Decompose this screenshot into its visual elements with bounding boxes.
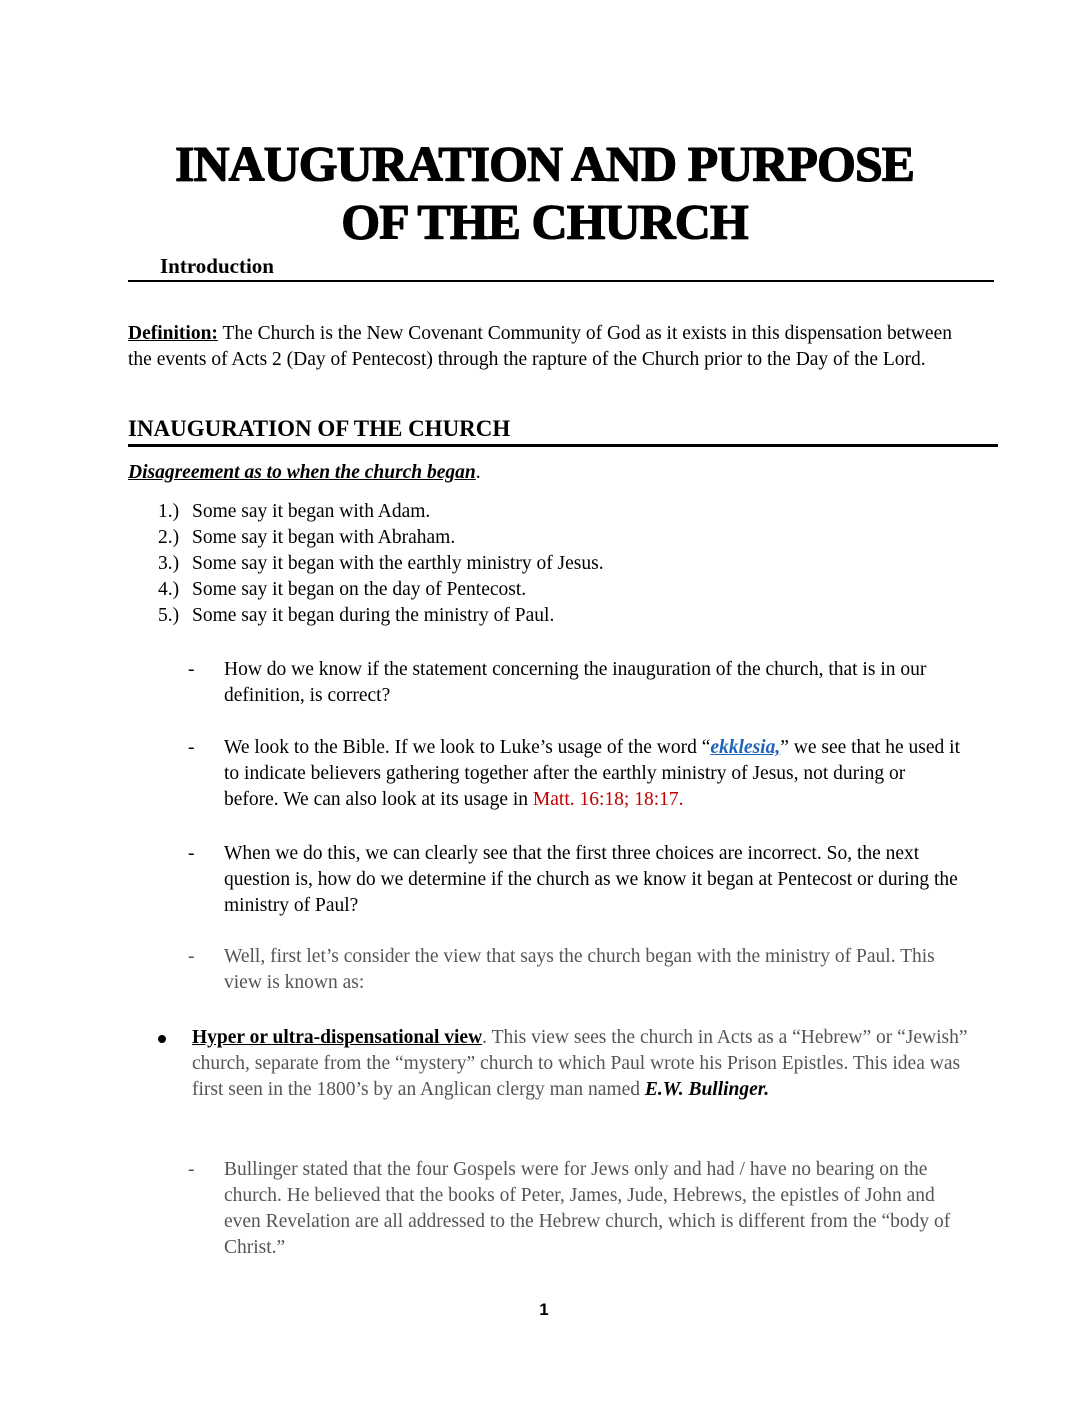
views-list xyxy=(158,499,604,629)
list-number: 3.) xyxy=(158,553,180,574)
dash-text xyxy=(224,735,964,813)
bullet-label: Hyper or ultra-dispensational view xyxy=(192,1027,483,1048)
list-text: Some say it began on the day of Pentecost. xyxy=(192,579,527,600)
bullet-body: . This view sees the church in Acts as a “Hebrew” or “Jewish” church, separate from the “mystery” church to which Paul wrote his Prison Epistles. This idea was first seen in the 1800’s by an Anglican clergy man named xyxy=(192,1027,968,1100)
scripture-reference: Matt. 16:18; 18:17. xyxy=(532,789,684,810)
title-line-2: OF THE CHURCH xyxy=(340,193,748,249)
disagreement-heading xyxy=(128,460,481,486)
dash-text: Bullinger stated that the four Gospels were for Jews only and had / have no bearing on the church. He believed that the books of Peter, James, Jude, Hebrews, the epistles of John and even Revelation are all addressed to the Hebrew church, which is different from the “body of Christ.” xyxy=(224,1159,951,1258)
disagreement-period: . xyxy=(475,462,481,483)
list-item xyxy=(158,525,604,551)
list-number: 1.) xyxy=(158,501,180,522)
definition-label: Definition: xyxy=(128,323,218,344)
list-item xyxy=(158,499,604,525)
page-number: 1 xyxy=(539,1300,549,1319)
dash-text: How do we know if the statement concerning the inauguration of the church, that is in our definition, is correct? xyxy=(224,659,927,706)
title-line-1: INAUGURATION AND PURPOSE xyxy=(174,135,914,191)
dash-marker: - xyxy=(188,1159,195,1180)
dash-marker: - xyxy=(188,737,195,758)
definition-paragraph xyxy=(128,321,968,373)
section-rule xyxy=(128,416,998,447)
list-item xyxy=(158,603,604,629)
definition-text: The Church is the New Covenant Community of God as it exists in this dispensation between the events of Acts 2 (Day of Pentecost) through the rapture of the Church prior to the Day of the Lord. xyxy=(128,323,952,370)
list-text: Some say it began with Adam. xyxy=(192,501,431,522)
list-text: Some say it began during the ministry of Paul. xyxy=(192,605,555,626)
ekklesia-term: ekklesia, xyxy=(710,737,781,758)
dash-marker: - xyxy=(188,843,195,864)
list-text: Some say it began with Abraham. xyxy=(192,527,456,548)
introduction-heading: Introduction xyxy=(160,254,274,278)
dash-text: When we do this, we can clearly see that the first three choices are incorrect. So, the next question is, how do we determine if the church as we know it began at Pentecost or during the ministry of Paul? xyxy=(224,843,958,916)
dash-marker: - xyxy=(188,946,195,967)
list-text: Some say it began with the earthly ministry of Jesus. xyxy=(192,553,604,574)
bullet-text xyxy=(192,1025,968,1103)
list-item xyxy=(158,551,604,577)
list-number: 5.) xyxy=(158,605,180,626)
dash-marker: - xyxy=(188,659,195,680)
list-number: 4.) xyxy=(158,579,180,600)
disagreement-label: Disagreement as to when the church began xyxy=(128,462,476,483)
dash-text-part: We look to the Bible. If we look to Luke’s usage of the word “ xyxy=(224,737,711,758)
list-number: 2.) xyxy=(158,527,180,548)
introduction-rule xyxy=(128,254,994,282)
list-item xyxy=(158,577,604,603)
bullinger-name: E.W. Bullinger. xyxy=(644,1079,770,1100)
bullet-icon xyxy=(158,1035,166,1043)
section-heading: INAUGURATION OF THE CHURCH xyxy=(128,416,511,441)
dash-text-part: ” we see that he used it to indicate believers gathering together after the earthly ministry of Jesus, not during or before. We can also look at its usage in xyxy=(224,737,960,810)
dash-text: Well, first let’s consider the view that says the church began with the ministry of Paul. This view is known as: xyxy=(224,946,935,993)
